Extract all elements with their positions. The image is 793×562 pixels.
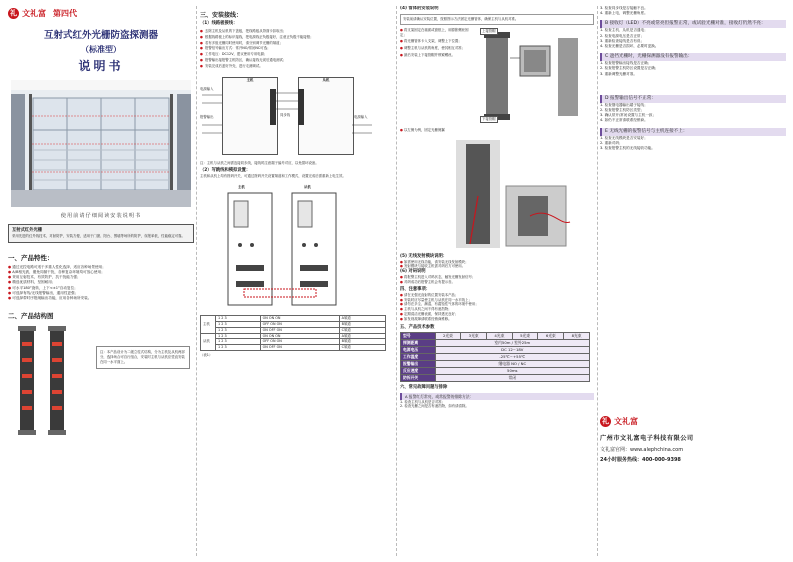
settings-table: 主机 1 2 3 ON ON ON A频道 1 2 3 OFF ON ON B频道 1 2 3 ON OFF ON C频道 从机 1 2 3 ON ON ON A频道 1 2 3 OFF ON ON B频道 1 2 3 ON OFF ON C频道: [200, 315, 386, 351]
company-logo-icon: 礼: [602, 417, 609, 425]
fault-item: 1. 检查继电器输出端子接线；: [600, 102, 648, 107]
precautions-heading: 四、注意事项：: [400, 286, 431, 292]
install-sub2-text: 主机和从机上均有拨码开关，可通过拨码开关设置频道和工作模式，设置完成后需重新上电生效。: [200, 174, 346, 179]
features-list: [8, 265, 194, 301]
precaution-item: ● 主机与从机之间不得有遮挡物；: [400, 307, 452, 312]
install-step: ● 安装完成后盖好外壳，进行走测调试。: [200, 63, 263, 68]
structure-diagram: [8, 326, 88, 436]
feature-item: ● 可选择带时序报闸输出功能，应用各种场所安装。: [8, 296, 92, 301]
table-caption: （表1）: [200, 352, 213, 357]
intro-title: 互射式红外光栅: [12, 228, 43, 233]
wiring-note: 注：主机与从机之间需连接同步线，接线时注意端子编号对应，以免损坏设备。: [200, 160, 319, 165]
structure-note: 注：本产品设计为二级立柱式结构，分为主机及从机两部分，选择场合可自行组合，安装时主机与从机应竖直安装在同一水平面上。: [96, 346, 190, 368]
mounting-step: ● 将光栅管体卡入支架，调整上下位置；: [400, 39, 462, 44]
top-cover-label: 上接管帽: [482, 28, 496, 33]
feature-item: ● 可水平180°旋转，上下<±1°自动复位；: [8, 285, 78, 290]
install-step: ● 报警输出接报警主机防区，确认接线无误后通电测试；: [200, 57, 287, 62]
read-notice: 使用前请仔细阅读安装说明书: [60, 213, 142, 219]
precaution-item: ● 如发现故障请联系经销商维修。: [400, 316, 452, 321]
specs-table: 型号 2光束 3光束 4光束 5光束 6光束 8光束 探测距离 室内50m / 室外25m 电源电压 DC 12~18V 工作温度 -25℃~+55℃ 报警输出 继电器 NO / NC 反应速度 50ms 防拆开关 常闭: [400, 332, 590, 382]
wiring-sync-label: 同步线: [280, 112, 291, 117]
feature-item: ● 精选优质材料，坚固耐用；: [8, 280, 56, 285]
cover-photo: [11, 80, 191, 207]
fault-block-c-title: C 遮挡光栅时，光栅探测器没有报警输出：: [600, 53, 786, 61]
fault-item: 1. 检查主机、从机是否通电；: [600, 28, 648, 33]
intro-box: [8, 224, 194, 243]
board-sub-label: 从机: [304, 185, 311, 190]
pairing-item: ● 将报警主机进入对码状态，触发光栅发射信号；: [400, 275, 476, 280]
fault-item: 3. 重新调整光栅对准。: [600, 71, 637, 76]
spec-row: 防拆开关 常闭: [401, 374, 590, 381]
spec-row: 报警输出 继电器 NO / NC: [401, 360, 590, 367]
wiring-power-label-sub: 电源输入: [354, 114, 368, 119]
faults-panel: [600, 6, 786, 556]
intro-text: 采用先进的红外线技术，对射防护，安装方便，适用于门窗、阳台、围墙等场所的防护，误报率低，性能稳定可靠。: [12, 234, 185, 238]
wiring-diagram: [200, 73, 386, 159]
spec-row: 探测距离 室内50m / 室外25m: [401, 339, 590, 346]
wiring-sub-box: 从机: [298, 77, 354, 155]
fault-item: 1. 检查报警输出接线是否正确；: [600, 61, 652, 66]
wiring-main-box: 主机: [222, 77, 278, 155]
install-step: ● 根据线路板上的标识接线，把电源线正负极接好，注意正负极不能接错；: [200, 34, 314, 39]
cover-panel: [8, 6, 194, 556]
wireless-item: ● 发射模块与接收主机需对码后方可使用。: [400, 264, 466, 269]
install-sub2: （2）写跳线和模拟设置：: [200, 168, 251, 174]
company-logo: 礼 文礼富: [602, 417, 638, 426]
feature-item: ● A/B相光波，避免同频干扰，各种复杂环境均可放心使用；: [8, 270, 105, 274]
features-heading: 一、产品特性：: [8, 253, 54, 262]
pairing-item: ● 对码成功后报警主机会有提示音。: [400, 279, 455, 284]
spec-row: 工作温度 -25℃~+55℃: [401, 353, 590, 360]
fault-item: 3. 确认常开/常闭设置与主机一致；: [600, 113, 657, 118]
troubleshoot-item: 1. 检查主机与从机是否对准；: [400, 399, 445, 404]
company-website[interactable]: 文礼富官网：www.alephchina.com: [600, 447, 684, 453]
install-step: ● 报警信号输出方式：常开NO/常闭NC可选；: [200, 46, 271, 51]
structure-heading: 二、产品结构图: [8, 312, 54, 321]
precaution-item: ● 请勿在多尘、潮湿、有腐蚀性气体的环境中使用；: [400, 302, 479, 307]
fault-item: 2. 重新对码；: [600, 140, 623, 145]
wiring-power-label: 电源输入: [200, 86, 214, 91]
precaution-item: ● 定期清洁光栅表面，保持透光良好；: [400, 311, 459, 316]
install-heading: 三、安装接线：: [200, 12, 243, 19]
install-step: ● 工作电压：DC12V，建议使用专用电源；: [200, 52, 268, 57]
feature-item: ● 通过光控电路可适于多重人性化选择，适应各种场景使用；: [8, 264, 106, 269]
wire-photos: [400, 136, 590, 252]
product-subtitle: （标准型）: [81, 45, 121, 54]
brand-header: [8, 8, 194, 19]
brand-series: 第四代: [53, 9, 77, 18]
brand-name: 文礼富: [22, 9, 46, 18]
wireless-item: ● 如需使用无线功能，请安装无线发射模块；: [400, 259, 469, 264]
wiring-alarm-label: 报警输出: [200, 114, 214, 119]
company-name: 广州市文礼富电子科技有限公司: [600, 435, 694, 442]
mounting-panel: [400, 6, 594, 556]
mounting-note: 安装前请确认安装位置，按照图示方法固定光栅管体，确保主机与从机对准。: [400, 14, 594, 25]
fault-intro-item: 3. 检查同步线是否接触不良。: [600, 6, 648, 10]
mounting-photo-caption: ● 以左侧为例，固定光栅侧翼: [400, 127, 445, 132]
product-title: 互射式红外光栅防盗探测器: [43, 30, 158, 41]
mounting-heading: (4) 管体的安装说明: [400, 6, 439, 11]
fault-item: 4. 检查光栅是否损坏，必要时更换。: [600, 44, 659, 49]
fault-intro-item: 4. 重新上电，调整光栅角度。: [600, 11, 648, 16]
board-diagram: [200, 185, 386, 313]
feature-item: ● 采用互射技术，有效防护，抗干扰能力强；: [8, 275, 81, 280]
specs-heading: 五、产品技术参数: [400, 324, 435, 330]
troubleshoot-heading: 六、常见故障问题与排除: [400, 384, 448, 390]
mounting-step: ● 最后安装上下接管帽并锁紧螺丝。: [400, 52, 455, 57]
fault-block-b-title: B 接收灯（LED）不亮或常亮但报警正常，或试验光栅对准，接收灯仍然不亮：: [600, 20, 786, 28]
fault-block-d-title: D 报警输出信号不正常：: [600, 95, 786, 103]
company-hotline: 24小时服务热线：400-000-9398: [600, 457, 681, 463]
wireless-heading: (5) 无线发射模块说明：: [400, 253, 448, 259]
fault-item: 2. 检查报警主机防区设置是否正确；: [600, 66, 659, 71]
fault-item: 4. 如仍不正常请联系经销商。: [600, 118, 648, 123]
precaution-item: ● 请在无强光直射的位置安装本产品；: [400, 292, 459, 297]
company-block: [600, 416, 786, 463]
mounting-illustration: [400, 28, 594, 126]
troubleshoot-item: 2. 检查光栅之间是否有遮挡物，如有请清除。: [400, 404, 469, 409]
shield-logo-icon: 礼: [10, 9, 17, 17]
bottom-cover-label: 下接管帽: [482, 116, 496, 121]
precaution-item: ● 安装时应尽量使主机与从机在同一水平线上；: [400, 297, 472, 302]
fault-item: 3. 重新检查接线是否有误；: [600, 38, 645, 43]
install-panel: [200, 6, 390, 556]
spec-row: 反应速度 50ms: [401, 367, 590, 374]
fault-item: 2. 检查报警主机防区类型；: [600, 108, 645, 113]
feature-item: ● 可选择有线/无线报警输出，通用性更强；: [8, 290, 79, 295]
mounting-step: ● 调整主机与从机的角度，使其相互对准；: [400, 46, 466, 51]
fault-block-e-title: E 无线光栅的报警信号与主机连接不上：: [600, 128, 786, 136]
install-step: ● 去除主机及从机的下盖板，把线路板从背面卡扣取出；: [200, 29, 287, 33]
manual-title: 说明书: [78, 59, 124, 73]
pairing-heading: (6) 对码说明: [400, 269, 426, 275]
mounting-step: ● 将支架固定在墙面或窗框上，用膨胀螺丝固定；: [400, 27, 469, 37]
spec-row: 电源电压 DC 12~18V: [401, 346, 590, 353]
troubleshoot-subhead: A 报警红灯常亮，或常报警的排除方法：: [400, 393, 594, 400]
install-sub1: （1）线路板接线：: [200, 21, 238, 26]
fault-item: 3. 检查报警主机的无线接收功能。: [600, 146, 655, 151]
board-main-label: 主机: [238, 185, 245, 190]
fault-item: 2. 检查电源电压是否正常；: [600, 33, 645, 38]
fault-item: 1. 检查无线模块是否安装好；: [600, 135, 648, 140]
install-step: ● 若有多组光栅同时使用时，请分别调节光栅的频道；: [200, 40, 283, 45]
